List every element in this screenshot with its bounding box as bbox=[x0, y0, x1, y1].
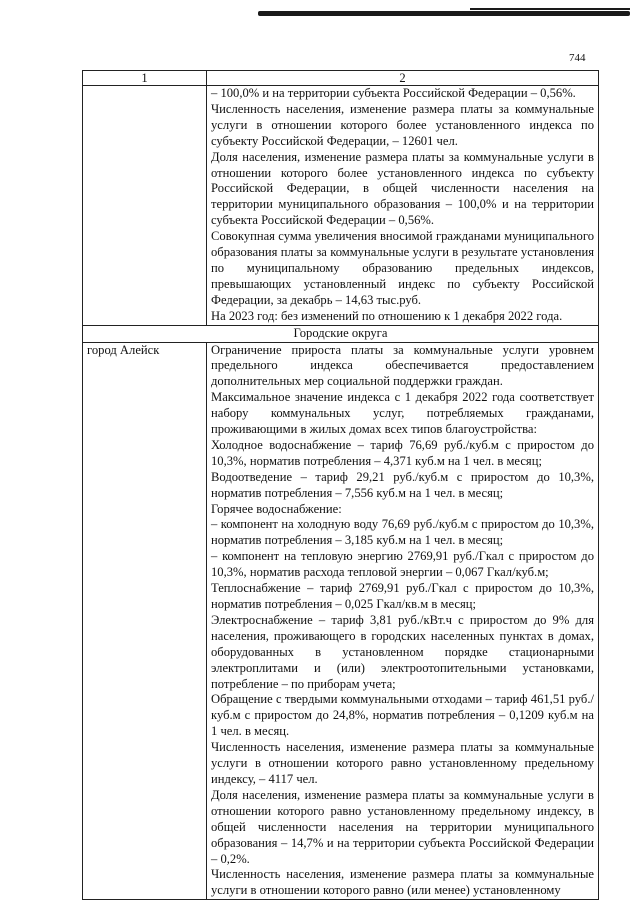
paragraph: Ограничение прироста платы за коммунальные услуги уровнем предельного индекса обеспечивается предоставлением дополнительных мер социальной поддержки граждан. bbox=[211, 342, 594, 389]
continuation-name-cell bbox=[83, 86, 207, 326]
paragraph: На 2023 год: без изменений по отношению к 1 декабря 2022 года. bbox=[211, 308, 563, 323]
paragraph: – компонент на тепловую энергию 2769,91 руб./Гкал с приростом до 10,3%, норматив расхода тепловой энергии – 0,067 Гкал/куб.м; bbox=[211, 549, 594, 580]
paragraph: Численность населения, изменение размера платы за коммунальные услуги в отношении которого равно (или менее) установленному bbox=[211, 867, 594, 898]
paragraph: Теплоснабжение – тариф 2769,91 руб./Гкал с приростом до 10,3%, норматив потребления – 0,025 Гкал/кв.м в месяц; bbox=[211, 581, 594, 611]
section-header-row bbox=[83, 325, 599, 342]
paragraph: – компонент на холодную воду 76,69 руб./куб.м с приростом до 10,3%, норматив потребления – 3,185 куб.м на 1 чел. в месяц; bbox=[211, 517, 594, 548]
paragraph: Совокупная сумма увеличения вносимой гражданами муниципального образования платы за коммунальные услуги в результате установления по муниципальному образованию предельных индексов, превышающих установленный индекс по субъекту Российской Федерации, за декабрь – 14,63 тыс.руб. bbox=[211, 229, 594, 307]
paragraph: Водоотведение – тариф 29,21 руб./куб.м с приростом до 10,3%, норматив потребления – 7,556 куб.м на 1 чел. в месяц; bbox=[211, 469, 594, 500]
top-border-thin bbox=[470, 8, 630, 10]
paragraph: – 100,0% и на территории субъекта Российской Федерации – 0,56%. bbox=[211, 86, 576, 100]
paragraph: Доля населения, изменение размера платы за коммунальные услуги в отношении которого равно установленному предельному индексу, в общей численности населения на территории муниципального образования – 14,7% и на территории субъекта Российской Федерации – 0,2%. bbox=[211, 787, 594, 866]
section-title: Городские округа bbox=[83, 325, 599, 342]
paragraph: Максимальное значение индекса с 1 декабря 2022 года соответствует набору коммунальных услуг, потребляемых гражданами, проживающими в жилых домах всех типов благоустройства: bbox=[211, 390, 594, 437]
paragraph: Холодное водоснабжение – тариф 76,69 руб./куб.м с приростом до 10,3%, норматив потребления – 4,371 куб.м на 1 чел. в месяц; bbox=[211, 437, 594, 468]
paragraph: Доля населения, изменение размера платы за коммунальные услуги в отношении которого более установленного индекса по субъекту Российской Федерации, в общей численности населения на территории муниципального образования – 100,0% и на территории субъекта Российской Федерации – 0,56%. bbox=[211, 149, 594, 228]
paragraph: Горячее водоснабжение: bbox=[211, 501, 342, 516]
continuation-text-cell bbox=[207, 86, 599, 326]
municipality-name: город Алейск bbox=[83, 342, 207, 900]
top-border-line bbox=[258, 11, 630, 16]
continuation-row bbox=[83, 86, 599, 326]
municipality-text-cell bbox=[207, 342, 599, 900]
table-header-row bbox=[83, 71, 599, 86]
paragraph: Электроснабжение – тариф 3,81 руб./кВт.ч с приростом до 9% для населения, проживающего в городских населенных пунктах в домах, оборудованных в установленном порядке стационарными электроплитами и (или) электроотопительными установками, потребление – по приборам учета; bbox=[211, 612, 594, 691]
column-header-2: 2 bbox=[207, 71, 599, 86]
paragraph: Численность населения, изменение размера платы за коммунальные услуги в отношении которого более установленного индекса по субъекту Российской Федерации, – 12601 чел. bbox=[211, 101, 594, 148]
paragraph: Обращение с твердыми коммунальными отходами – тариф 461,51 руб./куб.м с приростом до 24,8%, норматив потребления – 0,1209 куб.м на 1 чел. в месяц. bbox=[211, 692, 594, 739]
column-header-1: 1 bbox=[83, 71, 207, 86]
page-number: 744 bbox=[569, 52, 586, 64]
tariff-table bbox=[82, 70, 599, 900]
paragraph: Численность населения, изменение размера платы за коммунальные услуги в отношении которого равно установленному предельному индексу, – 4117 чел. bbox=[211, 740, 594, 786]
municipality-row bbox=[83, 342, 599, 900]
